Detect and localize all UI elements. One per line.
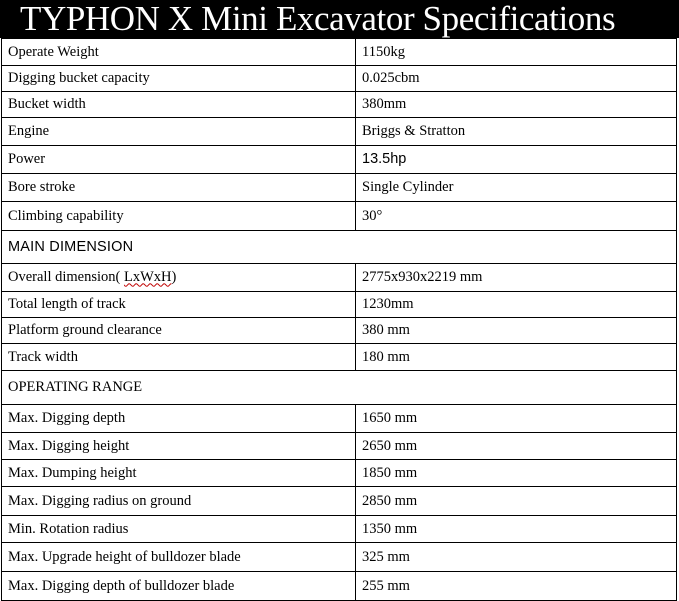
- spec-label: Max. Digging radius on ground: [2, 487, 356, 516]
- spec-label: Digging bucket capacity: [2, 66, 356, 92]
- spec-value: 13.5hp: [356, 146, 677, 174]
- spec-label: Max. Upgrade height of bulldozer blade: [2, 543, 356, 572]
- table-row: [2, 174, 677, 202]
- spec-label: Engine: [2, 118, 356, 146]
- spec-label: Bucket width: [2, 92, 356, 118]
- spec-value: 1150kg: [356, 39, 677, 66]
- spec-label: Bore stroke: [2, 174, 356, 202]
- table-row: [2, 264, 677, 292]
- table-row: [2, 516, 677, 543]
- spec-label: Total length of track: [2, 292, 356, 318]
- spec-label: [2, 264, 356, 292]
- spec-value: 2650 mm: [356, 433, 677, 460]
- table-row: [2, 92, 677, 118]
- section-row: [2, 231, 677, 264]
- section-row: [2, 371, 677, 405]
- spec-value: 380mm: [356, 92, 677, 118]
- table-row: [2, 344, 677, 371]
- spec-label: Max. Digging depth: [2, 405, 356, 433]
- table-row: [2, 292, 677, 318]
- table-row: [2, 202, 677, 231]
- spec-label: Platform ground clearance: [2, 318, 356, 344]
- title-bar: [0, 0, 679, 38]
- spec-label: Climbing capability: [2, 202, 356, 231]
- spec-label-marked: LxWxH: [123, 269, 172, 286]
- table-row: [2, 572, 677, 601]
- table-row: [2, 66, 677, 92]
- spec-label-prefix: Overall dimension(: [8, 269, 124, 286]
- spec-value: 1650 mm: [356, 405, 677, 433]
- spec-table: [1, 38, 677, 601]
- spec-value: 30°: [356, 202, 677, 231]
- spec-value: Briggs & Stratton: [356, 118, 677, 146]
- spec-label: Operate Weight: [2, 39, 356, 66]
- spec-label: Max. Digging depth of bulldozer blade: [2, 572, 356, 601]
- spec-label: Track width: [2, 344, 356, 371]
- spec-value: 1850 mm: [356, 460, 677, 487]
- table-row: [2, 146, 677, 174]
- spec-value: 325 mm: [356, 543, 677, 572]
- spec-value: 180 mm: [356, 344, 677, 371]
- page-title: TYPHON X Mini Excavator Specifications: [20, 0, 616, 38]
- spec-value: 380 mm: [356, 318, 677, 344]
- spec-value: 255 mm: [356, 572, 677, 601]
- table-row: [2, 433, 677, 460]
- table-row: [2, 460, 677, 487]
- spec-value: 1350 mm: [356, 516, 677, 543]
- section-heading-main-dimension: MAIN DIMENSION: [2, 231, 677, 264]
- spec-value: Single Cylinder: [356, 174, 677, 202]
- spec-value: 1230mm: [356, 292, 677, 318]
- spec-label: Min. Rotation radius: [2, 516, 356, 543]
- spec-value: 0.025cbm: [356, 66, 677, 92]
- section-heading-operating-range: OPERATING RANGE: [2, 371, 677, 405]
- table-row: [2, 543, 677, 572]
- spec-label: Max. Digging height: [2, 433, 356, 460]
- table-row: [2, 39, 677, 66]
- spec-value: 2850 mm: [356, 487, 677, 516]
- spec-label: Power: [2, 146, 356, 174]
- table-row: [2, 405, 677, 433]
- spec-label-suffix: ): [171, 269, 177, 286]
- spec-value: 2775x930x2219 mm: [356, 264, 677, 292]
- table-row: [2, 118, 677, 146]
- table-row: [2, 487, 677, 516]
- table-row: [2, 318, 677, 344]
- spec-label: Max. Dumping height: [2, 460, 356, 487]
